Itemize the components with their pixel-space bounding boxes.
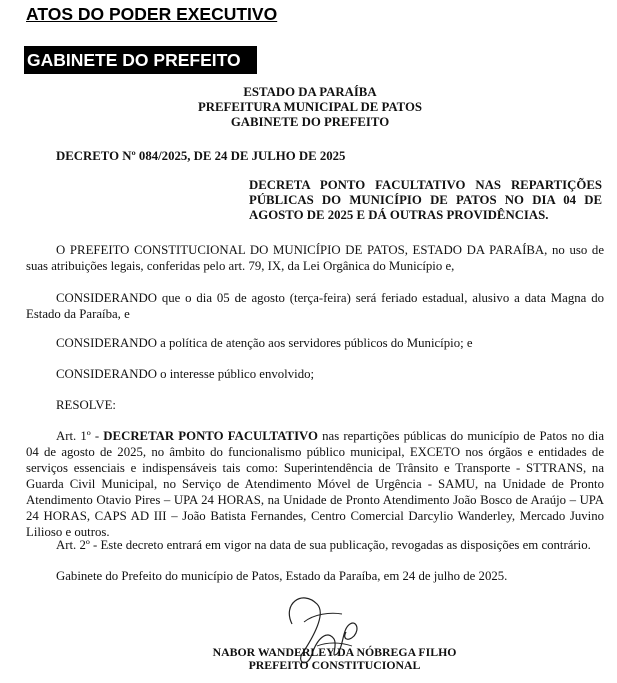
section-subtitle: GABINETE DO PREFEITO xyxy=(27,50,241,70)
header-office: GABINETE DO PREFEITO xyxy=(230,115,390,129)
article-1-text: nas repartições públicas do município de Patos no dia 04 de agosto de 2025, no âmbito do funcionalismo público municipal, EXCETO nos órgãos e entidades de serviços essenciais e indispensáveis tais como: Superintendência de Trânsito e Transporte - STTRANS, na Guarda Civil Municipal, no Serviço de Atendimento Móvel de Urgência - SAMU, na Unidade de Pronto Atendimento Otavio Pires – UPA 24 HORAS, na Unidade de Pronto Atendimento João Bosco de Araújo – UPA 24 HORAS, CAPS AD III – João Batista Fernandes, Centro Comercial Darcylio Wanderley, Mercado Juvino Lilioso e outros. xyxy=(26,429,604,539)
closing-paragraph: Gabinete do Prefeito do município de Patos, Estado da Paraíba, em 24 de julho de 2025. xyxy=(56,569,508,583)
section-banner xyxy=(24,46,257,74)
article-1-paragraph xyxy=(26,428,604,540)
article-1-emphasis: DECRETAR PONTO FACULTATIVO xyxy=(103,429,318,443)
signatory-name: NABOR WANDERLEY DA NÓBREGA FILHO xyxy=(212,645,457,659)
article-2-paragraph: Art. 2º - Este decreto entrará em vigor na data de sua publicação, revogadas as disposições em contrário. xyxy=(56,538,591,552)
section-title: ATOS DO PODER EXECUTIVO xyxy=(26,4,278,24)
considering-paragraph-2: CONSIDERANDO a política de atenção aos servidores públicos do Município; e xyxy=(56,336,473,350)
signature-block xyxy=(0,646,617,672)
header-municipality: PREFEITURA MUNICIPAL DE PATOS xyxy=(197,100,423,114)
considering-paragraph-1: CONSIDERANDO que o dia 05 de agosto (terça-feira) será feriado estadual, alusivo a data Magna do Estado da Paraíba, e xyxy=(26,291,604,321)
decree-ementa: DECRETA PONTO FACULTATIVO NAS REPARTIÇÕES PÚBLICAS DO MUNICÍPIO DE PATOS NO DIA 04 DE AGOSTO DE 2025 E DÁ OUTRAS PROVIDÊNCIAS. xyxy=(249,178,602,222)
article-1-label: Art. 1º - xyxy=(56,429,104,443)
header-state: ESTADO DA PARAÍBA xyxy=(243,85,377,99)
document-header xyxy=(0,85,617,130)
preamble-paragraph: O PREFEITO CONSTITUCIONAL DO MUNICÍPIO DE PATOS, ESTADO DA PARAÍBA, no uso de suas atribuições legais, conferidas pelo art. 79, IX, da Lei Orgânica do Município e, xyxy=(26,243,604,273)
considering-paragraph-3: CONSIDERANDO o interesse público envolvido; xyxy=(56,367,315,381)
decree-title: DECRETO Nº 084/2025, DE 24 DE JULHO DE 2025 xyxy=(56,149,346,163)
signatory-role: PREFEITO CONSTITUCIONAL xyxy=(248,658,421,672)
resolve-paragraph: RESOLVE: xyxy=(56,398,116,412)
